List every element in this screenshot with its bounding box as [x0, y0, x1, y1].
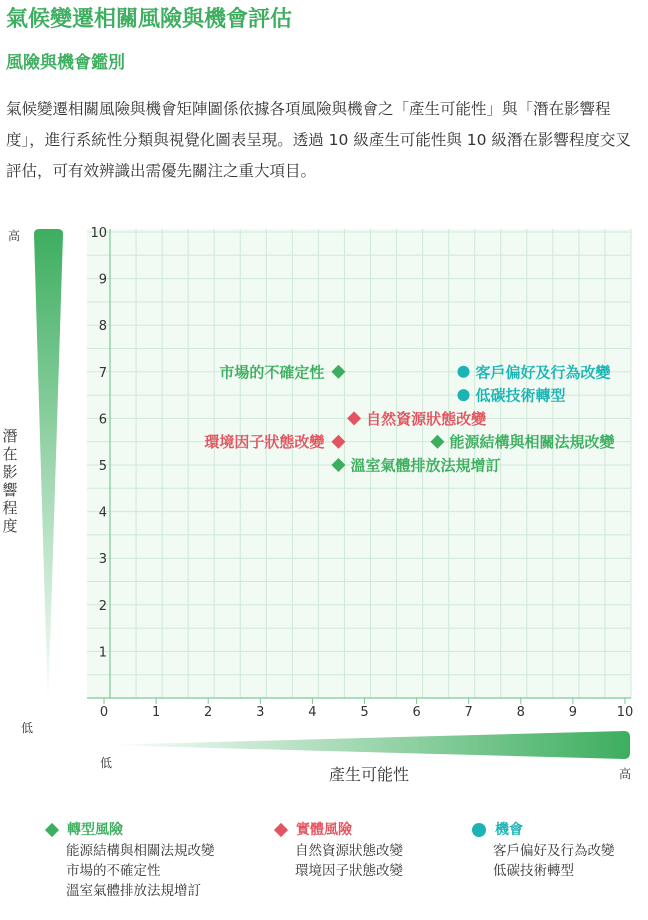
- y-axis-title-char: 度: [2, 517, 18, 535]
- x-axis-high-label: 高: [618, 767, 632, 781]
- description-paragraph: 氣候變遷相關風險與機會矩陣圖係依據各項風險與機會之「產生可能性」與「潛在影響程度」，進行系統性分類與視覺化圖表呈現。透過 10 級產生可能性與 10 級潛在影響程度交叉評估，可有效辨識出需優先關注之重大項目。: [6, 100, 631, 180]
- legend-item: 客戶偏好及行為改變: [493, 843, 615, 859]
- x-axis-gradient-bar: [104, 731, 630, 759]
- legend-item: 市場的不確定性: [66, 863, 161, 879]
- y-tick-label: 9: [98, 272, 107, 288]
- data-point-label: 環境因子狀態改變: [204, 433, 325, 452]
- legend-item: 自然資源狀態改變: [295, 843, 403, 859]
- data-point-circle: [457, 366, 469, 378]
- y-axis-low-label: 低: [20, 721, 34, 735]
- x-tick-label: 0: [99, 705, 109, 720]
- legend-opportunity: [470, 820, 615, 881]
- data-point-label: 市場的不確定性: [219, 363, 325, 382]
- legend-item: 溫室氣體排放法規增訂: [66, 883, 201, 899]
- x-tick-label: 10: [616, 705, 634, 720]
- y-axis-title-char: 響: [2, 481, 18, 499]
- page-title: 氣候變遷相關風險與機會評估: [6, 7, 293, 32]
- y-tick-label: 5: [98, 459, 107, 474]
- y-axis-high-label: 高: [7, 229, 21, 243]
- y-tick-label: 7: [98, 365, 107, 381]
- data-point-label: 溫室氣體排放法規增訂: [350, 456, 501, 475]
- x-tick-label: 4: [308, 705, 317, 720]
- y-axis-title: [2, 427, 17, 535]
- x-axis-ticks: [100, 698, 633, 720]
- section-subtitle: 風險與機會鑑別: [6, 53, 125, 73]
- y-axis-title-char: 程: [2, 499, 18, 517]
- y-tick-label: 10: [90, 226, 107, 241]
- x-tick-label: 3: [256, 705, 265, 720]
- legend-physical-risk: [272, 820, 403, 881]
- x-axis-title: 產生可能性: [328, 765, 410, 784]
- legend-title: 實體風險: [296, 822, 352, 838]
- y-tick-label: 8: [98, 319, 107, 335]
- y-tick-label: 1: [98, 645, 107, 661]
- y-tick-label: 4: [98, 505, 107, 521]
- y-axis-gradient-bar: [34, 229, 63, 710]
- legend-title: 機會: [495, 822, 523, 838]
- legend-item: 能源結構與相關法規改變: [66, 843, 215, 859]
- legend-item: 低碳技術轉型: [493, 863, 574, 879]
- data-point-label: 能源結構與相關法規改變: [449, 433, 615, 452]
- y-axis-title-char: 影: [2, 463, 18, 481]
- legend-title: 轉型風險: [67, 822, 123, 838]
- data-point-label: 低碳技術轉型: [475, 386, 566, 405]
- x-tick-label: 2: [204, 705, 213, 720]
- data-point-label: 客戶偏好及行為改變: [475, 363, 611, 382]
- x-tick-label: 1: [151, 705, 161, 720]
- diamond-marker-icon: [45, 823, 59, 837]
- data-point-circle: [457, 389, 469, 401]
- diamond-marker-icon: [274, 823, 288, 837]
- x-tick-label: 9: [568, 705, 578, 720]
- legend-transition-risk: [43, 820, 215, 901]
- y-tick-label: 3: [98, 552, 107, 568]
- x-tick-label: 7: [464, 705, 473, 720]
- x-tick-label: 8: [516, 705, 525, 720]
- y-axis-title-char: 在: [2, 445, 18, 463]
- legend-item: 環境因子狀態改變: [295, 863, 403, 879]
- y-tick-label: 2: [98, 598, 107, 614]
- y-tick-label: 6: [98, 412, 107, 428]
- data-point-label: 自然資源狀態改變: [366, 409, 487, 428]
- circle-marker-icon: [472, 823, 486, 837]
- x-axis-low-label: 低: [99, 756, 113, 770]
- y-axis-title-char: 潛: [2, 427, 18, 445]
- x-tick-label: 5: [360, 705, 369, 720]
- x-tick-label: 6: [412, 705, 421, 720]
